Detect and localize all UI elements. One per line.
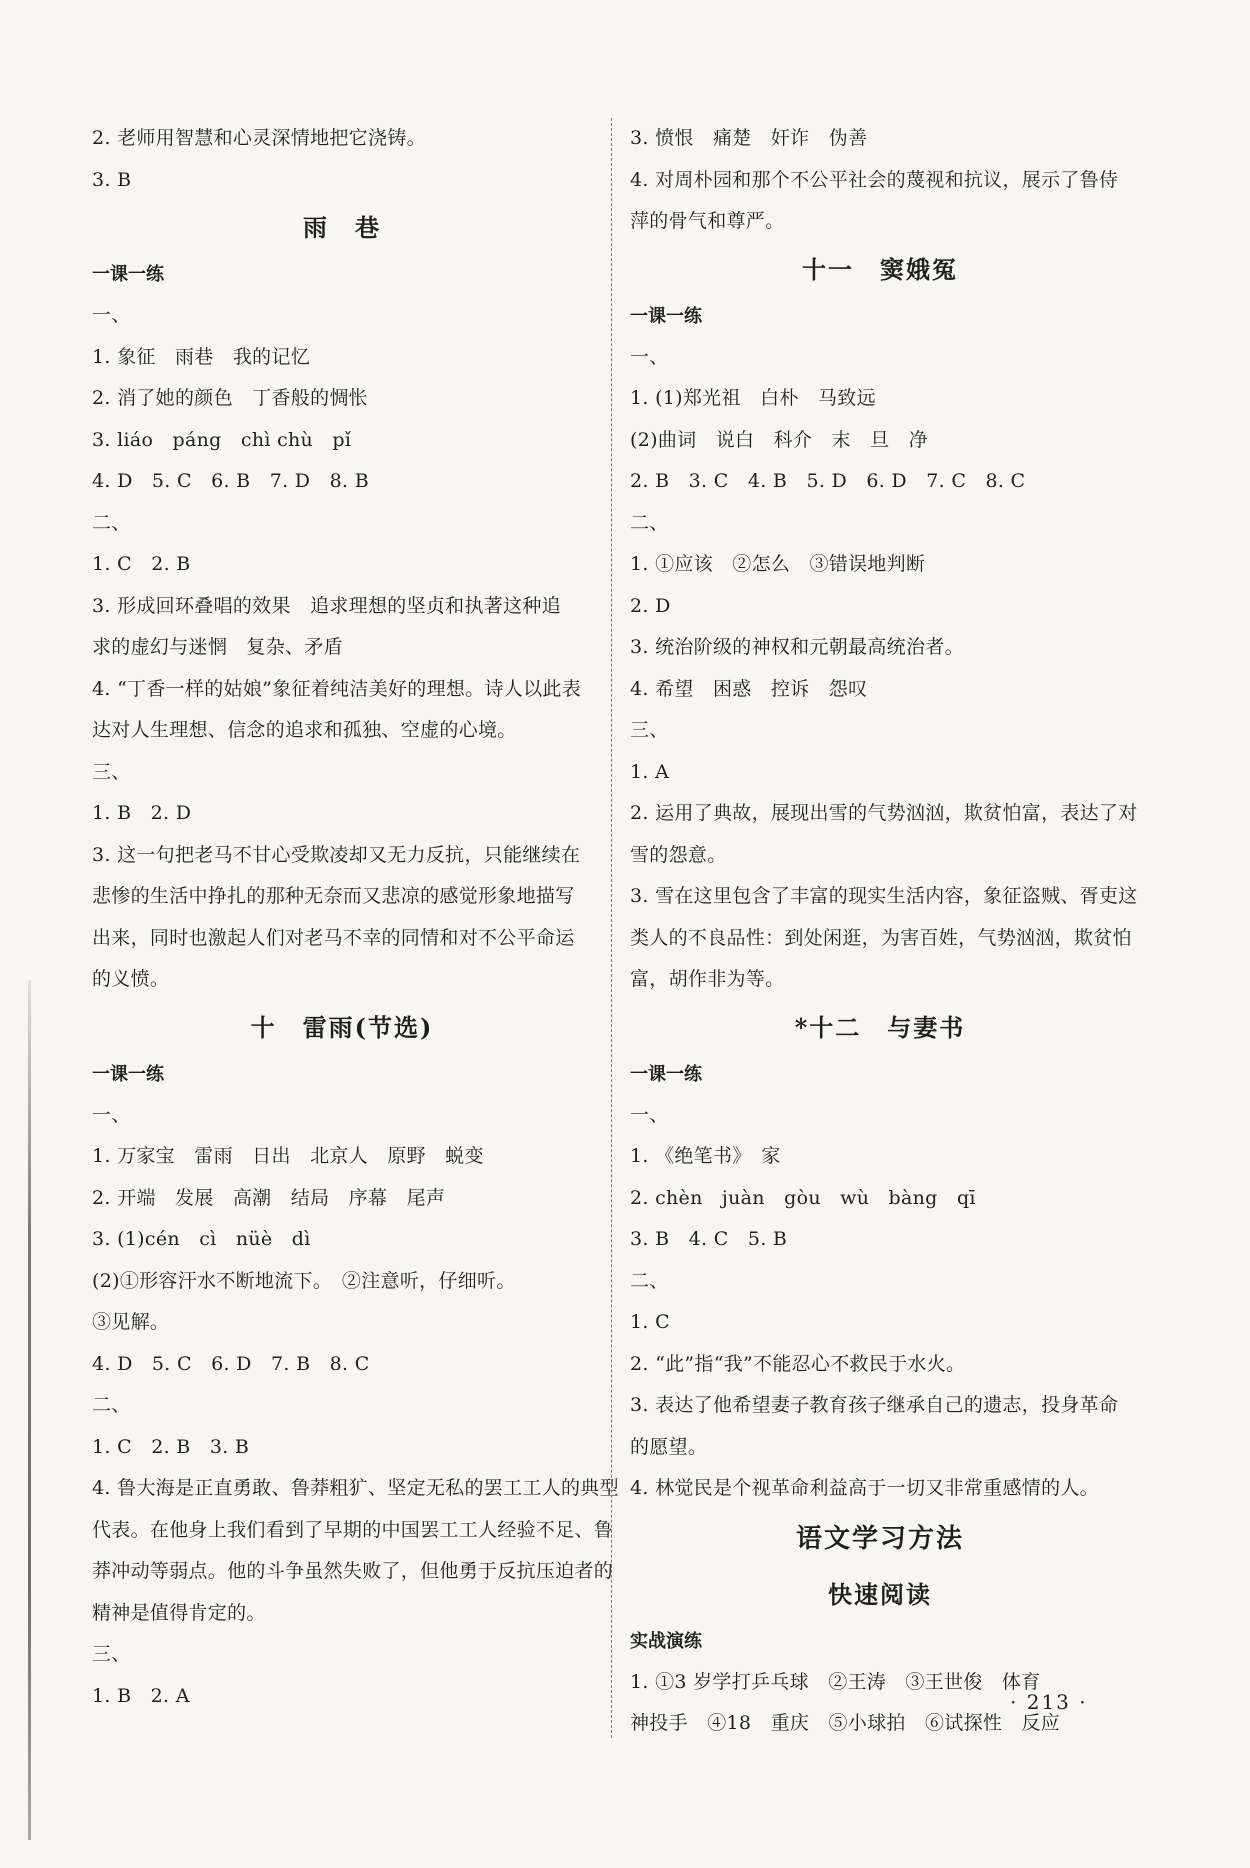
section-title: 语文学习方法 xyxy=(795,1523,964,1554)
answer-line: 1. B 2. A xyxy=(92,1684,190,1707)
answer-line: 2. 消了她的颜色 丁香般的惆怅 xyxy=(92,387,368,409)
answer-line: 一、 xyxy=(630,1103,669,1126)
section-title: *十二 与妻书 xyxy=(794,1012,966,1042)
answer-line: 1. B 2. D xyxy=(92,802,192,824)
answer-line: 2. 老师用智慧和心灵深情地把它浇铸。 xyxy=(92,127,426,149)
answer-line: 3. (1)cén cì nüè dì xyxy=(92,1228,311,1250)
answer-line: 出来，同时也激起人们对老马不幸的同情和对不公平命运 xyxy=(92,926,575,949)
answer-line: 三、 xyxy=(92,1643,131,1665)
answer-line: 3. 统治阶级的神权和元朝最高统治者。 xyxy=(630,636,964,658)
answer-line: 的义愤。 xyxy=(92,968,170,990)
answer-line: 三、 xyxy=(92,760,131,783)
right-column xyxy=(630,118,1138,1745)
subsection-heading: 实战演练 xyxy=(630,1630,702,1652)
page-number: · 213 · xyxy=(1010,1690,1088,1714)
answer-line: 二、 xyxy=(92,511,131,534)
answer-line: 4. 林觉民是个视革命利益高于一切又非常重感情的人。 xyxy=(630,1477,1099,1499)
answer-line: 2. D xyxy=(630,594,671,617)
answer-line: 萍的骨气和尊严。 xyxy=(630,210,785,232)
answer-line: 一、 xyxy=(92,1103,131,1126)
answer-line: 二、 xyxy=(630,511,669,534)
answer-line: 4. D 5. C 6. D 7. B 8. C xyxy=(92,1352,370,1375)
answer-line: 3. 表达了他希望妻子教育孩子继承自己的遗志，投身革命 xyxy=(630,1394,1119,1416)
answer-line: 神投手 ④18 重庆 ⑤小球拍 ⑥试探性 反应 xyxy=(630,1712,1061,1734)
answer-line: ③见解。 xyxy=(92,1311,170,1333)
answer-line: 4. 鲁大海是正直勇敢、鲁莽粗犷、坚定无私的罢工工人的典型 xyxy=(92,1477,619,1499)
answer-line: 3. 愤恨 痛楚 奸诈 伪善 xyxy=(630,127,868,149)
answer-line: 一、 xyxy=(92,304,131,326)
answer-line: 1. 象征 雨巷 我的记忆 xyxy=(92,345,311,368)
answer-line: 二、 xyxy=(630,1269,669,1292)
answer-line: 1. C 2. B 3. B xyxy=(92,1435,250,1458)
answer-line: 2. 运用了典故，展现出雪的气势汹汹，欺贫怕富，表达了对 xyxy=(630,802,1138,824)
answer-line: 悲惨的生活中挣扎的那种无奈而又悲凉的感觉形象地描写 xyxy=(92,885,575,907)
subsection-heading: 一课一练 xyxy=(92,264,164,285)
section-title: 十一 窦娥冤 xyxy=(802,254,958,284)
answer-line: 求的虚幻与迷惘 复杂、矛盾 xyxy=(92,636,343,658)
answer-line: 雪的怨意。 xyxy=(630,843,727,866)
answer-line: 4. 希望 困惑 控诉 怨叹 xyxy=(630,677,868,700)
answer-line: 1. (1)郑光祖 白朴 马致远 xyxy=(630,387,876,409)
answer-line: 富，胡作非为等。 xyxy=(630,968,785,990)
answer-line: 1. 万家宝 雷雨 日出 北京人 原野 蜕变 xyxy=(92,1145,484,1167)
answer-line: 三、 xyxy=(630,719,669,741)
answer-line: 1. C 2. B xyxy=(92,553,191,575)
section-title: 快速阅读 xyxy=(828,1579,932,1609)
answer-line: 1. A xyxy=(630,760,670,783)
answer-line: 2. chèn juàn gòu wù bàng qī xyxy=(630,1186,976,1209)
subsection-heading: 一课一练 xyxy=(92,1063,164,1085)
answer-line: 精神是值得肯定的。 xyxy=(92,1601,266,1624)
answer-line: 二、 xyxy=(92,1394,131,1416)
answer-line: 一、 xyxy=(630,345,669,368)
answer-line: 4. 对周朴园和那个不公平社会的蔑视和抗议，展示了鲁侍 xyxy=(630,168,1119,191)
answer-line: 达对人生理想、信念的追求和孤独、空虚的心境。 xyxy=(92,719,517,741)
subsection-heading: 一课一练 xyxy=(630,1063,702,1085)
answer-line: (2)曲词 说白 科介 末 旦 净 xyxy=(630,428,929,451)
answer-line: (2)①形容汗水不断地流下。 ②注意听，仔细听。 xyxy=(92,1269,516,1292)
answer-line: 代表。在他身上我们看到了早期的中国罢工工人经验不足、鲁 xyxy=(92,1518,614,1541)
answer-line: 4. D 5. C 6. B 7. D 8. B xyxy=(92,470,369,492)
answer-line: 3. liáo páng chì chù pǐ xyxy=(92,428,352,451)
column-divider xyxy=(611,118,612,1738)
answer-line: 1. C xyxy=(630,1311,670,1333)
binding-edge xyxy=(28,980,31,1840)
answer-line: 类人的不良品性：到处闲逛，为害百姓，气势汹汹，欺贫怕 xyxy=(630,926,1132,949)
answer-line: 1. ①应该 ②怎么 ③错误地判断 xyxy=(630,553,926,575)
section-title: 十 雷雨(节选) xyxy=(250,1012,434,1042)
answer-line: 2. 开端 发展 高潮 结局 序幕 尾声 xyxy=(92,1186,446,1209)
answer-line: 莽冲动等弱点。他的斗争虽然失败了，但他勇于反抗压迫者的 xyxy=(92,1560,614,1582)
section-title: 雨 巷 xyxy=(303,213,381,242)
answer-line: 2. B 3. C 4. B 5. D 6. D 7. C 8. C xyxy=(630,470,1026,492)
answer-line: 1. ①3 岁学打乒乓球 ②王涛 ③王世俊 体育 xyxy=(630,1670,1041,1693)
left-column xyxy=(92,118,619,1717)
answer-line: 3. B xyxy=(92,168,132,191)
subsection-heading: 一课一练 xyxy=(630,305,702,327)
answer-line: 4. “丁香一样的姑娘”象征着纯洁美好的理想。诗人以此表 xyxy=(92,677,581,700)
answer-line: 3. 雪在这里包含了丰富的现实生活内容，象征盗贼、胥吏这 xyxy=(630,885,1138,907)
answer-line: 的愿望。 xyxy=(630,1435,708,1458)
answer-line: 3. 这一句把老马不甘心受欺凌却又无力反抗，只能继续在 xyxy=(92,843,581,866)
answer-line: 3. 形成回环叠唱的效果 追求理想的坚贞和执著这种追 xyxy=(92,594,561,617)
answer-line: 2. “此”指“我”不能忍心不救民于水火。 xyxy=(630,1352,966,1375)
answer-line: 1. 《绝笔书》 家 xyxy=(630,1145,781,1167)
answer-line: 3. B 4. C 5. B xyxy=(630,1228,788,1250)
